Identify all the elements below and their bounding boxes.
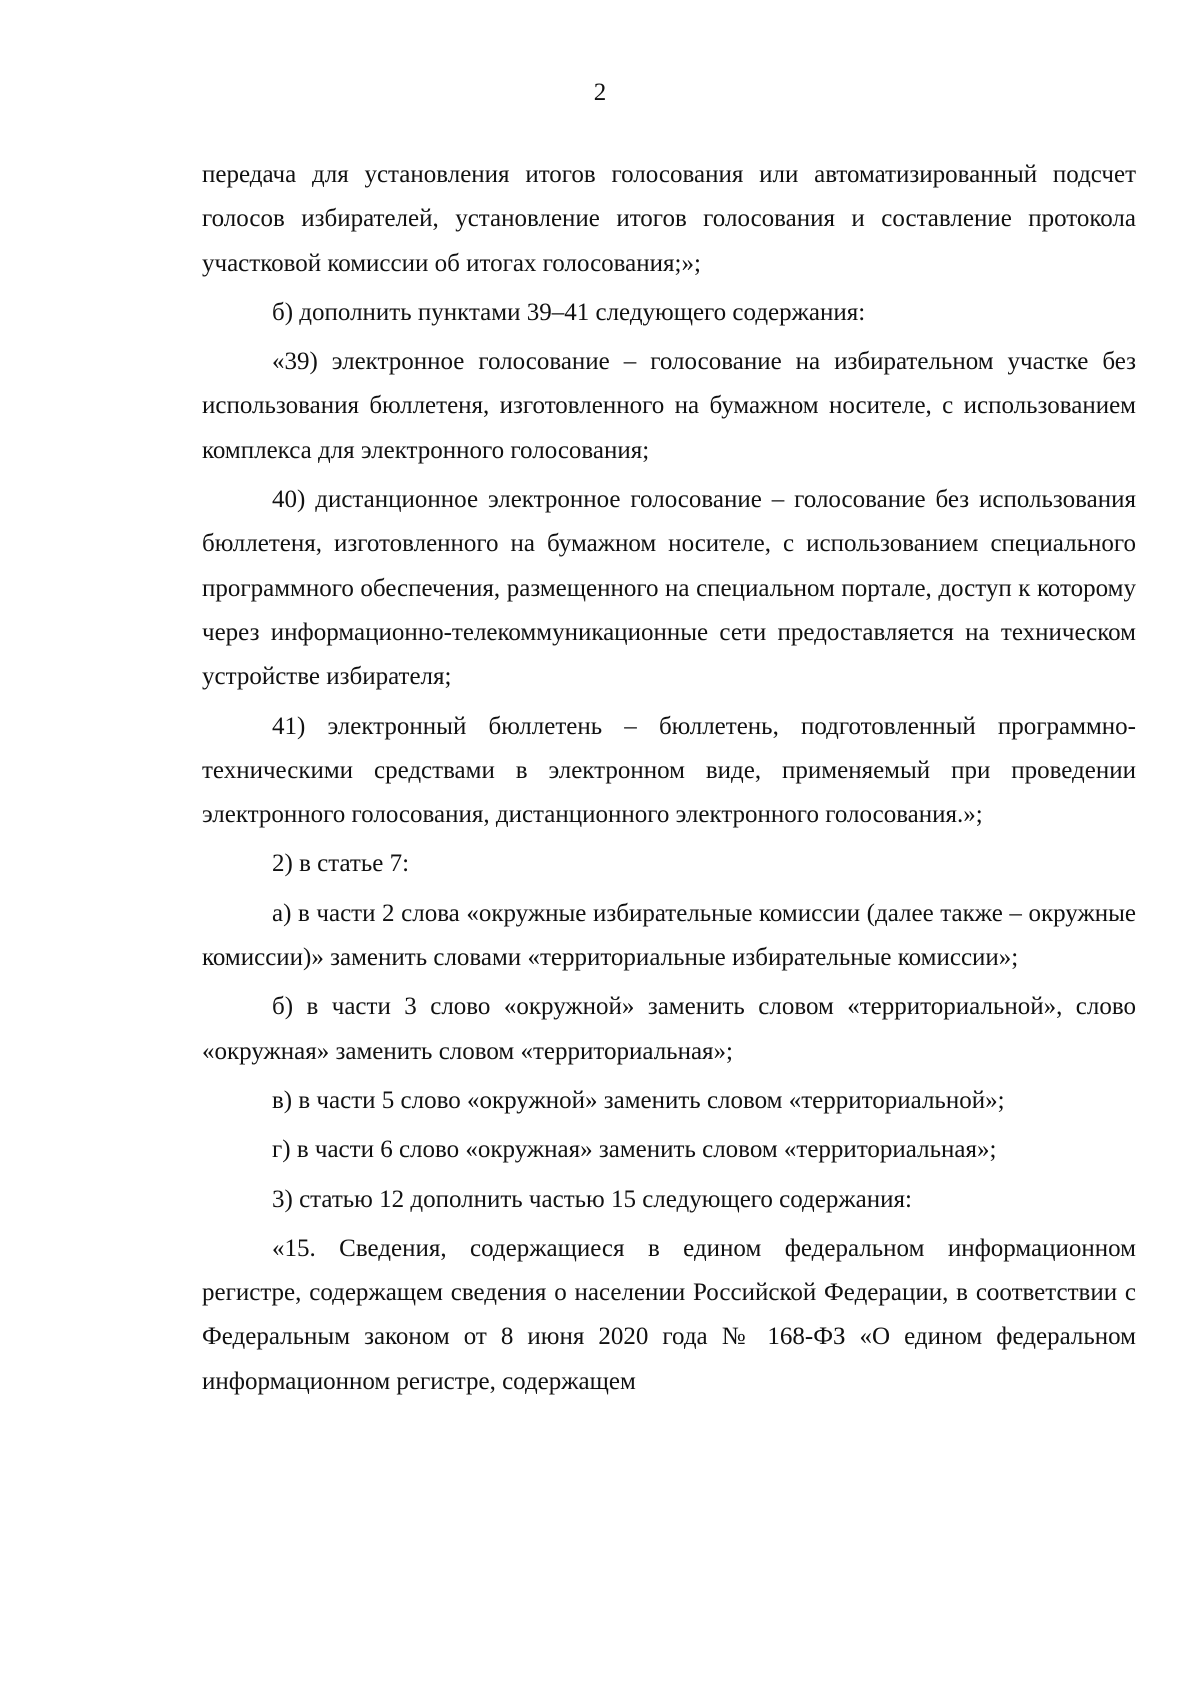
paragraph-part-15: «15. Сведения, содержащиеся в едином федеральном информационном регистре, содержащем сведения о населении Российской Федерации, в соответствии с Федеральным законом от 8 июня 2020 года № 168-ФЗ «О едином федеральном информационном регистре, содержащем [202,1234,1136,1395]
paragraph-point-41: 41) электронный бюллетень – бюллетень, подготовленный программно-техническими средствами в электронном виде, применяемый при проведении электронного голосования, дистанционного электронного голосования.»; [202,712,1136,829]
paragraph-item-g-part-6: г) в части 6 слово «окружная» заменить словом «территориальная»; [272,1136,997,1164]
paragraph-continuation: передача для установления итогов голосования или автоматизированный подсчет голосов избирателей, установление итогов голосования и составление протокола участковой комиссии об итогах голосования;»; [202,161,1136,277]
paragraph-item-v-part-5: в) в части 5 слово «окружной» заменить словом «территориальной»; [272,1086,1005,1114]
document-body [202,153,1136,1409]
paragraph-article-12: 3) статью 12 дополнить частью 15 следующего содержания: [272,1185,912,1213]
paragraph-point-39: «39) электронное голосование – голосование на избирательном участке без использования бюллетеня, изготовленного на бумажном носителе, с использованием комплекса для электронного голосования; [202,348,1136,464]
paragraph-article-7: 2) в статье 7: [272,850,410,878]
paragraph-point-40: 40) дистанционное электронное голосование – голосование без использования бюллетеня, изготовленного на бумажном носителе, с использованием специального программного обеспечения, размещенного на специальном портале, доступ к которому через информационно-телекоммуникационные сети предоставляется на техническом устройстве избирателя; [202,486,1136,691]
paragraph-item-b-add-points: б) дополнить пунктами 39–41 следующего содержания: [272,298,866,326]
paragraph-item-a-part-2: а) в части 2 слова «окружные избирательные комиссии (далее также – окружные комиссии)» заменить словами «территориальные избирательные комиссии»; [202,899,1136,972]
page-number: 2 [593,79,607,106]
paragraph-item-b-part-3: б) в части 3 слово «окружной» заменить словом «территориальной», слово «окружная» заменить словом «территориальная»; [202,993,1136,1065]
